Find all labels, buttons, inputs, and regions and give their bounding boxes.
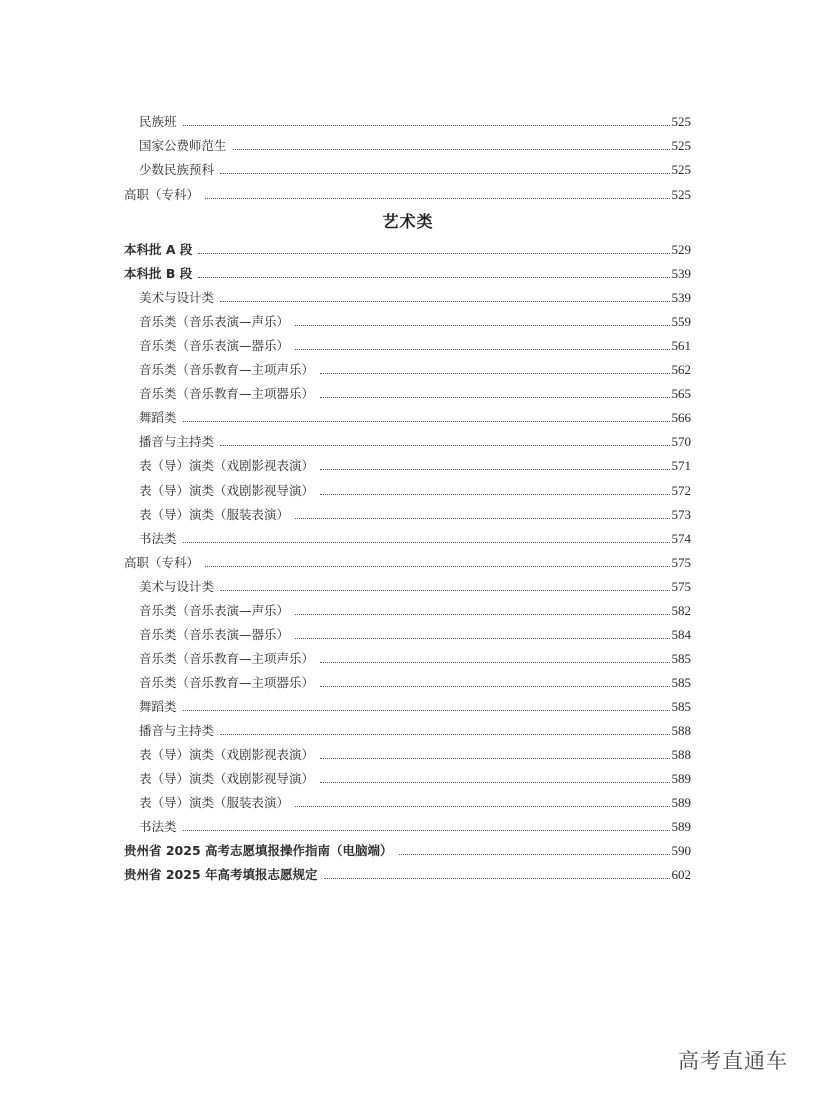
toc-dot-leader <box>295 517 669 519</box>
toc-entry-label: 音乐类（音乐教育—主项声乐） <box>139 362 315 378</box>
toc-entry-page-number: 588 <box>671 747 691 763</box>
toc-dot-leader <box>198 276 669 278</box>
toc-entry <box>139 793 691 813</box>
toc-entry-page-number: 588 <box>671 723 691 738</box>
toc-dot-leader <box>183 541 670 543</box>
toc-entry-page-number: 590 <box>671 843 691 859</box>
toc-entry <box>139 408 691 428</box>
toc-entry-label: 表（导）演类（戏剧影视导演） <box>139 771 315 787</box>
toc-entry-page-number: 539 <box>671 290 691 306</box>
toc-entry-page-number: 589 <box>671 819 691 835</box>
toc-dot-leader <box>205 565 669 567</box>
watermark-text: 高考直通车 <box>678 1049 788 1073</box>
toc-entry-label: 国家公费师范生 <box>139 138 227 154</box>
toc-entry-page-number: 565 <box>671 386 691 402</box>
toc-entry <box>139 288 691 308</box>
toc-dot-leader <box>320 372 669 374</box>
toc-entry-page-number: 585 <box>671 698 691 714</box>
toc-entry <box>139 745 691 765</box>
toc-entry-page-number: 572 <box>671 482 691 498</box>
toc-entry <box>139 112 691 132</box>
toc-entry <box>139 529 691 549</box>
toc-entry-page-number: 574 <box>671 530 691 546</box>
toc-entry <box>139 697 691 717</box>
toc-entry <box>124 553 691 573</box>
toc-entry-label: 音乐类（音乐表演—器乐） <box>139 338 290 354</box>
toc-entry-page-number: 559 <box>671 314 691 330</box>
toc-entry <box>139 649 691 669</box>
toc-entry <box>139 336 691 356</box>
toc-dot-leader <box>220 589 669 591</box>
toc-entry <box>139 312 691 332</box>
toc-entry-label: 贵州省 2025 高考志愿填报操作指南（电脑端） <box>124 843 393 859</box>
toc-dot-leader <box>399 853 670 855</box>
toc-dot-leader <box>198 252 669 254</box>
toc-entry-label: 表（导）演类（戏剧影视表演） <box>139 458 315 474</box>
toc-entry <box>124 865 691 885</box>
toc-dot-leader <box>205 197 669 199</box>
toc-entry <box>124 841 691 861</box>
toc-entry-label: 表（导）演类（服装表演） <box>139 506 290 522</box>
toc-entry-page-number: 573 <box>671 506 691 522</box>
toc-dot-leader <box>295 805 669 807</box>
toc-dot-leader <box>320 757 669 759</box>
toc-entry-label: 舞蹈类 <box>139 698 177 714</box>
toc-dot-leader <box>220 172 669 174</box>
toc-dot-leader <box>320 396 669 398</box>
toc-entry-page-number: 582 <box>671 602 691 618</box>
toc-entry-label: 音乐类（音乐教育—主项器乐） <box>139 674 315 690</box>
toc-entry <box>139 625 691 645</box>
toc-entry-label: 音乐类（音乐表演—声乐） <box>139 314 290 330</box>
toc-entry <box>124 240 691 260</box>
toc-dot-leader <box>324 877 670 879</box>
toc-entry-label: 贵州省 2025 年高考填报志愿规定 <box>124 867 318 883</box>
toc-entry <box>139 721 691 741</box>
toc-entry <box>124 185 691 205</box>
toc-entry-label: 书法类 <box>139 819 177 835</box>
toc-entry <box>124 264 691 284</box>
toc-entry-page-number: 571 <box>671 458 691 474</box>
toc-entry-page-number: 561 <box>671 338 691 354</box>
toc-dot-leader <box>295 348 669 350</box>
toc-dot-leader <box>220 444 669 446</box>
toc-entry <box>139 577 691 597</box>
toc-dot-leader <box>183 709 670 711</box>
toc-entry-page-number: 539 <box>671 266 691 282</box>
toc-entry-page-number: 525 <box>671 186 691 202</box>
toc-entry <box>139 817 691 837</box>
toc-dot-leader <box>320 468 669 470</box>
toc-entry-page-number: 585 <box>671 650 691 666</box>
toc-entry-label: 播音与主持类 <box>139 434 215 450</box>
toc-entry <box>139 673 691 693</box>
toc-dot-leader <box>295 637 669 639</box>
toc-entry-label: 舞蹈类 <box>139 410 177 426</box>
toc-entry-label: 本科批 A 段 <box>124 242 193 257</box>
toc-dot-leader <box>320 661 669 663</box>
toc-entry-label: 表（导）演类（戏剧影视表演） <box>139 747 315 763</box>
toc-dot-leader <box>183 829 670 831</box>
toc-dot-leader <box>183 420 670 422</box>
toc-entry-label: 音乐类（音乐教育—主项器乐） <box>139 386 315 402</box>
toc-entry-page-number: 585 <box>671 674 691 690</box>
toc-entry-page-number: 525 <box>671 162 691 178</box>
toc-dot-leader <box>320 493 669 495</box>
toc-entry <box>139 360 691 380</box>
toc-entry-page-number: 562 <box>671 362 691 378</box>
toc-entry-label: 美术与设计类 <box>139 290 215 306</box>
toc-entry-label: 书法类 <box>139 530 177 546</box>
toc-entry <box>139 136 691 156</box>
toc-entry-label: 表（导）演类（服装表演） <box>139 795 290 811</box>
toc-dot-leader <box>320 685 669 687</box>
toc-entry-label: 高职（专科） <box>124 554 200 570</box>
section-heading-art: 艺术类 <box>382 212 434 231</box>
toc-entry-label: 本科批 B 段 <box>124 266 193 282</box>
toc-entry-page-number: 570 <box>671 434 691 450</box>
toc-entry-page-number: 602 <box>671 867 691 883</box>
toc-entry-page-number: 589 <box>671 795 691 811</box>
toc-entry-page-number: 525 <box>671 138 691 154</box>
toc-dot-leader <box>233 148 670 150</box>
toc-entry <box>139 601 691 621</box>
toc-entry <box>139 481 691 501</box>
toc-entry-page-number: 575 <box>671 554 691 570</box>
toc-entry-page-number: 589 <box>671 771 691 787</box>
toc-entry-label: 播音与主持类 <box>139 723 215 738</box>
toc-dot-leader <box>295 613 669 615</box>
toc-entry <box>139 505 691 525</box>
toc-dot-leader <box>220 300 669 302</box>
toc-entry <box>139 160 691 180</box>
toc-entry-label: 美术与设计类 <box>139 578 215 594</box>
toc-entry-page-number: 575 <box>671 578 691 594</box>
toc-entry-label: 表（导）演类（戏剧影视导演） <box>139 482 315 498</box>
toc-entry-label: 民族班 <box>139 114 177 129</box>
toc-dot-leader <box>320 781 669 783</box>
toc-entry-label: 音乐类（音乐表演—器乐） <box>139 626 290 642</box>
toc-dot-leader <box>183 124 670 126</box>
toc-entry-label: 音乐类（音乐教育—主项声乐） <box>139 650 315 666</box>
toc-dot-leader <box>295 324 669 326</box>
toc-entry <box>139 384 691 404</box>
toc-entry-label: 高职（专科） <box>124 186 200 202</box>
toc-entry-page-number: 566 <box>671 410 691 426</box>
toc-entry-label: 音乐类（音乐表演—声乐） <box>139 602 290 618</box>
toc-entry-page-number: 529 <box>671 242 691 257</box>
toc-entry <box>139 432 691 452</box>
toc-entry-page-number: 525 <box>671 114 691 129</box>
toc-entry-page-number: 584 <box>671 626 691 642</box>
toc-entry <box>139 456 691 476</box>
toc-entry-label: 少数民族预科 <box>139 162 215 178</box>
toc-dot-leader <box>220 733 669 735</box>
toc-entry <box>139 769 691 789</box>
